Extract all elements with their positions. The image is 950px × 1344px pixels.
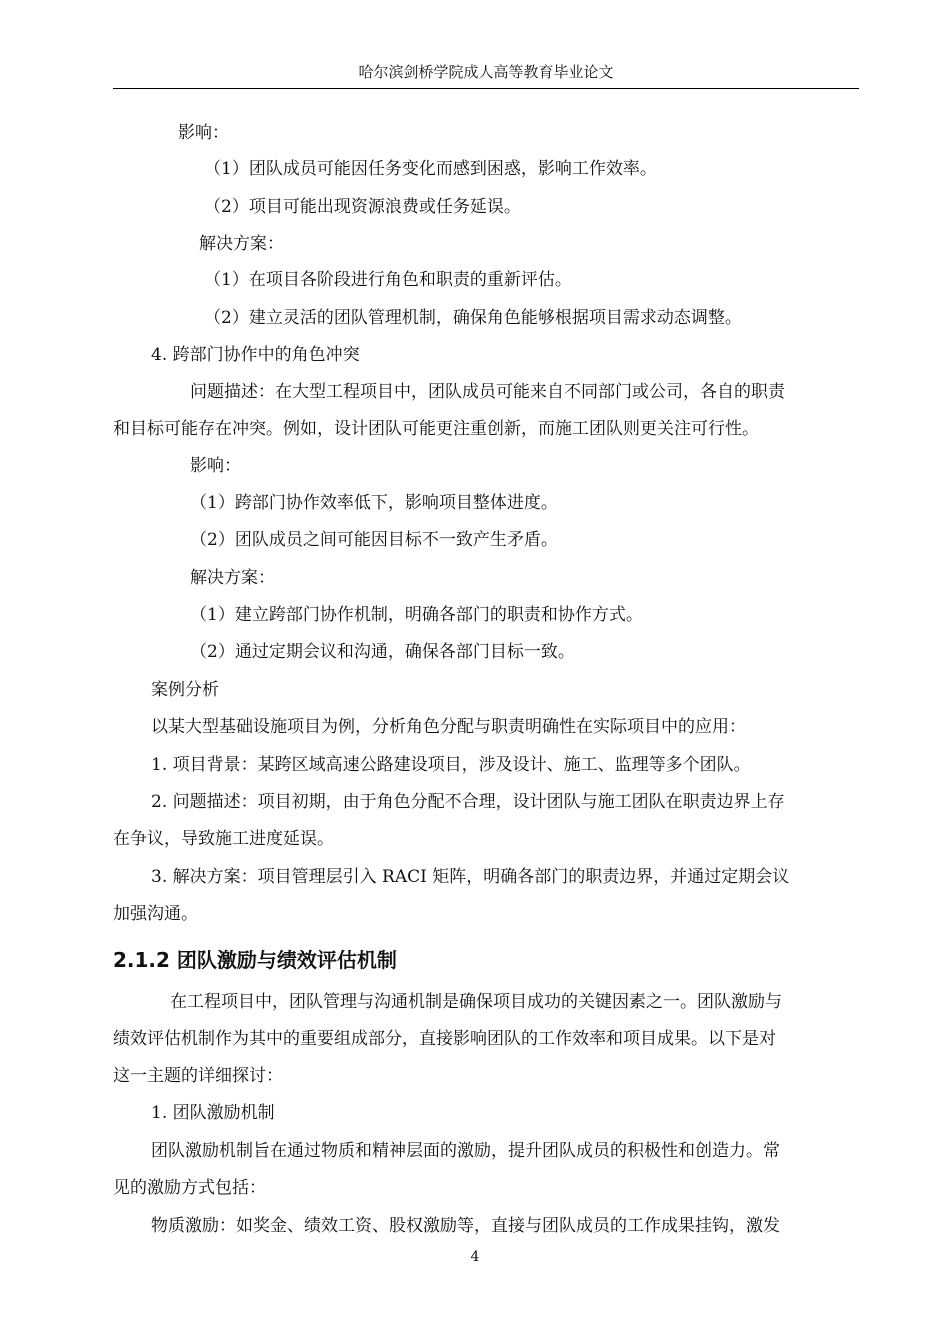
section-heading: 2.1.2 团队激励与绩效评估机制 [113,948,397,972]
text-line: 问题描述：在大型工程项目中，团队成员可能来自不同部门或公司，各自的职责 [190,382,785,402]
text-line: 4. 跨部门协作中的角色冲突 [151,345,360,365]
text-line: 这一主题的详细探讨： [113,1066,283,1086]
text-line: 加强沟通。 [113,904,198,924]
text-line: 团队激励机制旨在通过物质和精神层面的激励，提升团队成员的积极性和创造力。常 [151,1141,780,1161]
text-line: （2）建立灵活的团队管理机制，确保角色能够根据项目需求动态调整。 [204,308,742,328]
text-line: 和目标可能存在冲突。例如，设计团队可能更注重创新，而施工团队则更关注可行性。 [113,419,759,439]
text-line: 以某大型基础设施项目为例，分析角色分配与职责明确性在实际项目中的应用： [151,717,746,737]
text-line: （1）在项目各阶段进行角色和职责的重新评估。 [204,270,572,290]
running-header: 哈尔滨剑桥学院成人高等教育毕业论文 [358,63,614,81]
text-line: （2）通过定期会议和沟通，确保各部门目标一致。 [190,642,575,662]
text-line: 解决方案： [190,568,275,588]
page-number: 4 [470,1249,480,1265]
text-line: 影响： [190,456,241,476]
text-line: 2. 问题描述：项目初期，由于角色分配不合理，设计团队与施工团队在职责边界上存 [151,792,785,812]
text-line: （1）跨部门协作效率低下，影响项目整体进度。 [190,493,558,513]
text-line: 影响： [178,123,229,143]
text-line: 物质激励：如奖金、绩效工资、股权激励等，直接与团队成员的工作成果挂钩，激发 [151,1216,780,1236]
text-line: 1. 团队激励机制 [151,1103,275,1123]
text-line: 案例分析 [151,680,219,700]
text-line: 在争议，导致施工进度延误。 [113,829,334,849]
text-line: （1）建立跨部门协作机制，明确各部门的职责和协作方式。 [190,605,643,625]
text-line: 1. 项目背景：某跨区域高速公路建设项目，涉及设计、施工、监理等多个团队。 [151,755,751,775]
text-line: （1）团队成员可能因任务变化而感到困惑，影响工作效率。 [204,159,657,179]
text-line: 3. 解决方案：项目管理层引入 RACI 矩阵，明确各部门的职责边界，并通过定期会议 [151,867,790,887]
text-line: 在工程项目中，团队管理与沟通机制是确保项目成功的关键因素之一。团队激励与 [170,992,782,1012]
text-line: 绩效评估机制作为其中的重要组成部分，直接影响团队的工作效率和项目成果。以下是对 [113,1029,776,1049]
text-line: 解决方案： [199,234,284,254]
header-divider [113,88,859,89]
text-line: 见的激励方式包括： [113,1178,266,1198]
text-line: （2）项目可能出现资源浪费或任务延误。 [204,197,521,217]
text-line: （2）团队成员之间可能因目标不一致产生矛盾。 [190,530,558,550]
